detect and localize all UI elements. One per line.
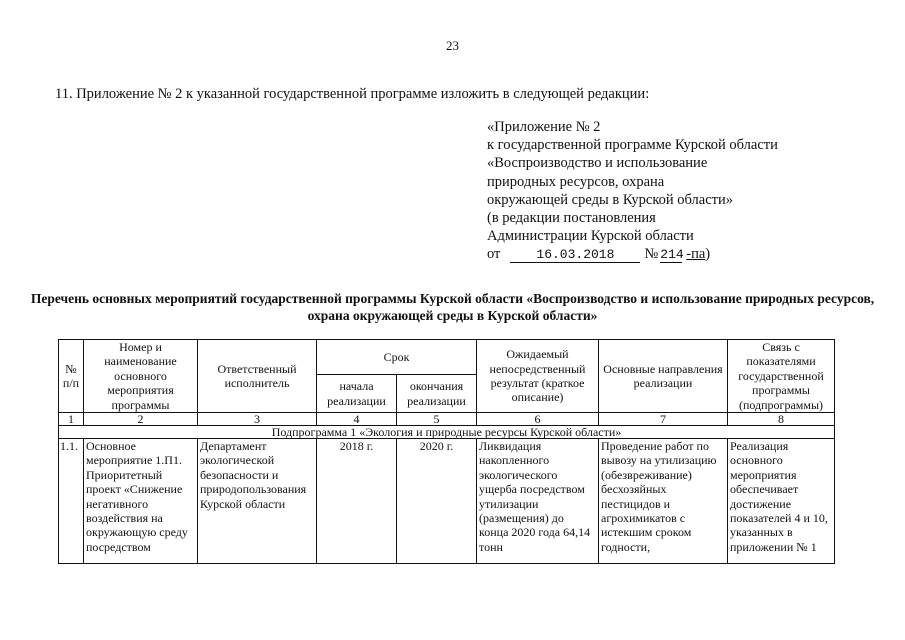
header-directions: Основные направления реализации [599, 340, 728, 413]
header-end: окончания реализации [397, 374, 477, 412]
column-number: 1 [59, 413, 84, 426]
appendix-line-1: «Приложение № 2 [487, 119, 601, 135]
list-title: Перечень основных мероприятий государственной программы Курской области «Воспроизводство и использование природных ресурсов, охрана окружающей среды в Курской области» [30, 291, 875, 323]
header-no: № п/п [59, 340, 84, 413]
resolution-reference [487, 245, 778, 263]
cell-no: 1.1. [59, 439, 84, 564]
page-number: 23 [446, 38, 459, 53]
header-row-1 [59, 340, 835, 375]
appendix-line-3: «Воспроизводство и использование [487, 155, 708, 172]
resolution-suffix: -па [686, 246, 706, 263]
header-term: Срок [317, 340, 477, 375]
column-number: 5 [397, 413, 477, 426]
cell-responsible: Департамент экологической безопасности и природопользования Курской области [198, 439, 317, 564]
appendix-line-6: (в редакции постановления [487, 210, 656, 227]
table-row [59, 439, 835, 564]
cell-start: 2018 г. [317, 439, 397, 564]
subprogram-row [59, 426, 835, 439]
appendix-line-7: Администрации Курской области [487, 228, 694, 245]
header-start: начала реализации [317, 374, 397, 412]
appendix-line-2: к государственной программе Курской области [487, 137, 778, 154]
column-number: 7 [599, 413, 728, 426]
subprogram-title: Подпрограмма 1 «Экология и природные ресурсы Курской области» [59, 426, 835, 439]
column-number: 2 [84, 413, 198, 426]
number-prefix: № [644, 246, 659, 263]
column-number: 4 [317, 413, 397, 426]
column-number-row [59, 413, 835, 426]
resolution-number: 214 [660, 247, 684, 263]
cell-result: Ликвидация накопленного экологического ущерба посредством утилизации (размещения) до конца 2020 года 64,14 тонн [477, 439, 599, 564]
appendix-line-4: природных ресурсов, охрана [487, 173, 665, 190]
column-number: 6 [477, 413, 599, 426]
from-label: от [487, 246, 501, 263]
cell-name: Основное мероприятие 1.П1. Приоритетный проект «Снижение негативного воздействия на окружающую среду посредством [84, 439, 198, 564]
header-responsible: Ответственный исполнитель [198, 340, 317, 413]
closing-paren: ) [705, 246, 711, 263]
header-name: Номер и наименование основного мероприятия программы [84, 340, 198, 413]
column-number: 3 [198, 413, 317, 426]
appendix-header [487, 118, 778, 264]
appendix-line-5: окружающей среды в Курской области» [487, 191, 734, 208]
header-link: Связь с показателями государственной программы (подпрограммы) [728, 340, 835, 413]
header-result: Ожидаемый непосредственный результат (краткое описание) [477, 340, 599, 413]
cell-link: Реализация основного мероприятия обеспечивает достижение показателей 4 и 10, указанных в приложении № 1 [728, 439, 835, 564]
intro-paragraph: 11. Приложение № 2 к указанной государственной программе изложить в следующей редакции: [55, 86, 650, 102]
resolution-date: 16.03.2018 [510, 248, 640, 263]
column-number: 8 [728, 413, 835, 426]
cell-directions: Проведение работ по вывозу на утилизацию (обезвреживание) бесхозяйных пестицидов и агрохимикатов с истекшим сроком годности, [599, 439, 728, 564]
cell-end: 2020 г. [397, 439, 477, 564]
program-measures-table [58, 339, 835, 564]
